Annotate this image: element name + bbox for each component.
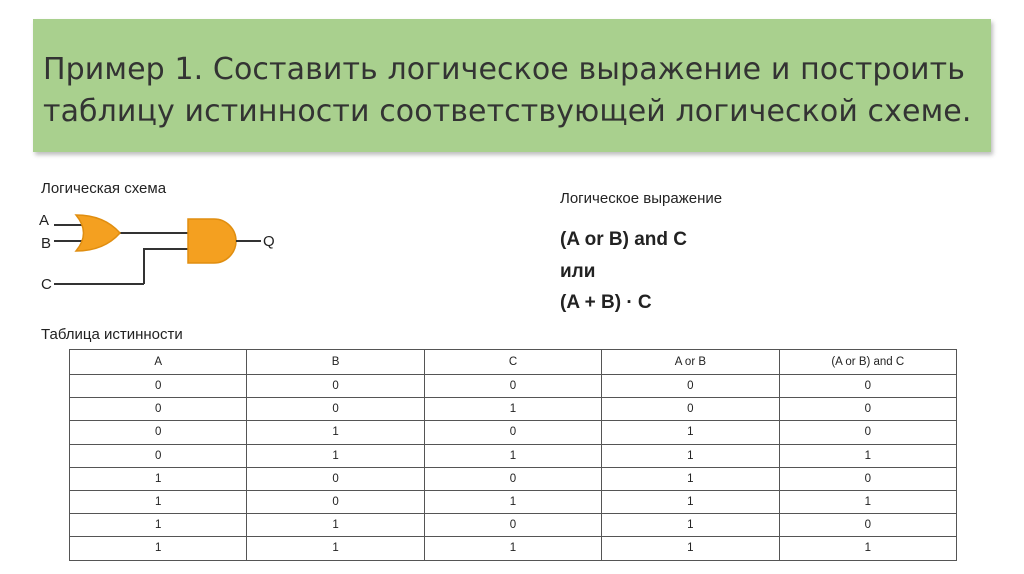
table-cell: 1	[424, 398, 601, 421]
output-q-label: Q	[263, 233, 275, 250]
table-row	[70, 514, 957, 537]
table-cell: 1	[247, 514, 424, 537]
table-cell: 1	[70, 514, 247, 537]
column-header: A or B	[602, 350, 779, 375]
and-gate-icon	[188, 219, 236, 263]
table-header-row	[70, 350, 957, 375]
table-row	[70, 444, 957, 467]
expression-line-3: (A + B) · C	[560, 292, 652, 313]
table-cell: 0	[424, 421, 601, 444]
table-cell: 1	[424, 444, 601, 467]
table-cell: 0	[70, 421, 247, 444]
table-cell: 1	[424, 490, 601, 513]
table-cell: 0	[424, 375, 601, 398]
table-cell: 0	[247, 375, 424, 398]
table-row	[70, 537, 957, 560]
table-cell: 1	[247, 444, 424, 467]
table-cell: 0	[70, 444, 247, 467]
table-cell: 1	[247, 537, 424, 560]
table-cell: 0	[247, 398, 424, 421]
table-cell: 0	[602, 398, 779, 421]
column-header: B	[247, 350, 424, 375]
input-c-label: C	[41, 276, 52, 293]
table-row	[70, 490, 957, 513]
table-cell: 0	[602, 375, 779, 398]
expression-line-2: или	[560, 261, 596, 282]
table-cell: 0	[424, 467, 601, 490]
table-cell: 0	[779, 398, 956, 421]
logic-circuit	[36, 205, 296, 295]
truth-table-label: Таблица истинности	[41, 326, 183, 343]
table-cell: 0	[247, 490, 424, 513]
slide-title: Пример 1. Составить логическое выражение и построить таблицу истинности соответствующей логической схеме.	[43, 52, 972, 129]
circuit-label: Логическая схема	[41, 180, 167, 197]
table-row	[70, 375, 957, 398]
wire-c-route	[144, 249, 188, 284]
table-cell: 1	[779, 444, 956, 467]
column-header: A	[70, 350, 247, 375]
expression-line-1: (A or B) and C	[560, 229, 688, 250]
table-cell: 1	[602, 514, 779, 537]
table-cell: 1	[779, 537, 956, 560]
table-cell: 1	[602, 467, 779, 490]
table-cell: 1	[602, 490, 779, 513]
table-cell: 0	[70, 375, 247, 398]
table-cell: 0	[779, 467, 956, 490]
title-band	[33, 19, 991, 152]
truth-table	[69, 349, 957, 561]
table-cell: 1	[779, 490, 956, 513]
column-header: (A or B) and C	[779, 350, 956, 375]
table-cell: 0	[70, 398, 247, 421]
table-cell: 0	[247, 467, 424, 490]
table-cell: 0	[424, 514, 601, 537]
table-cell: 1	[602, 444, 779, 467]
input-b-label: B	[41, 235, 52, 252]
table-row	[70, 467, 957, 490]
table-cell: 0	[779, 421, 956, 444]
table-cell: 1	[602, 421, 779, 444]
input-a-label: A	[39, 212, 50, 229]
table-cell: 1	[602, 537, 779, 560]
column-header: C	[424, 350, 601, 375]
expression-label: Логическое выражение	[560, 190, 723, 207]
table-cell: 1	[247, 421, 424, 444]
table-cell: 1	[424, 537, 601, 560]
table-cell: 1	[70, 467, 247, 490]
table-cell: 0	[779, 514, 956, 537]
or-gate-icon	[76, 215, 120, 251]
table-row	[70, 398, 957, 421]
table-cell: 1	[70, 537, 247, 560]
table-cell: 1	[70, 490, 247, 513]
table-row	[70, 421, 957, 444]
table-cell: 0	[779, 375, 956, 398]
